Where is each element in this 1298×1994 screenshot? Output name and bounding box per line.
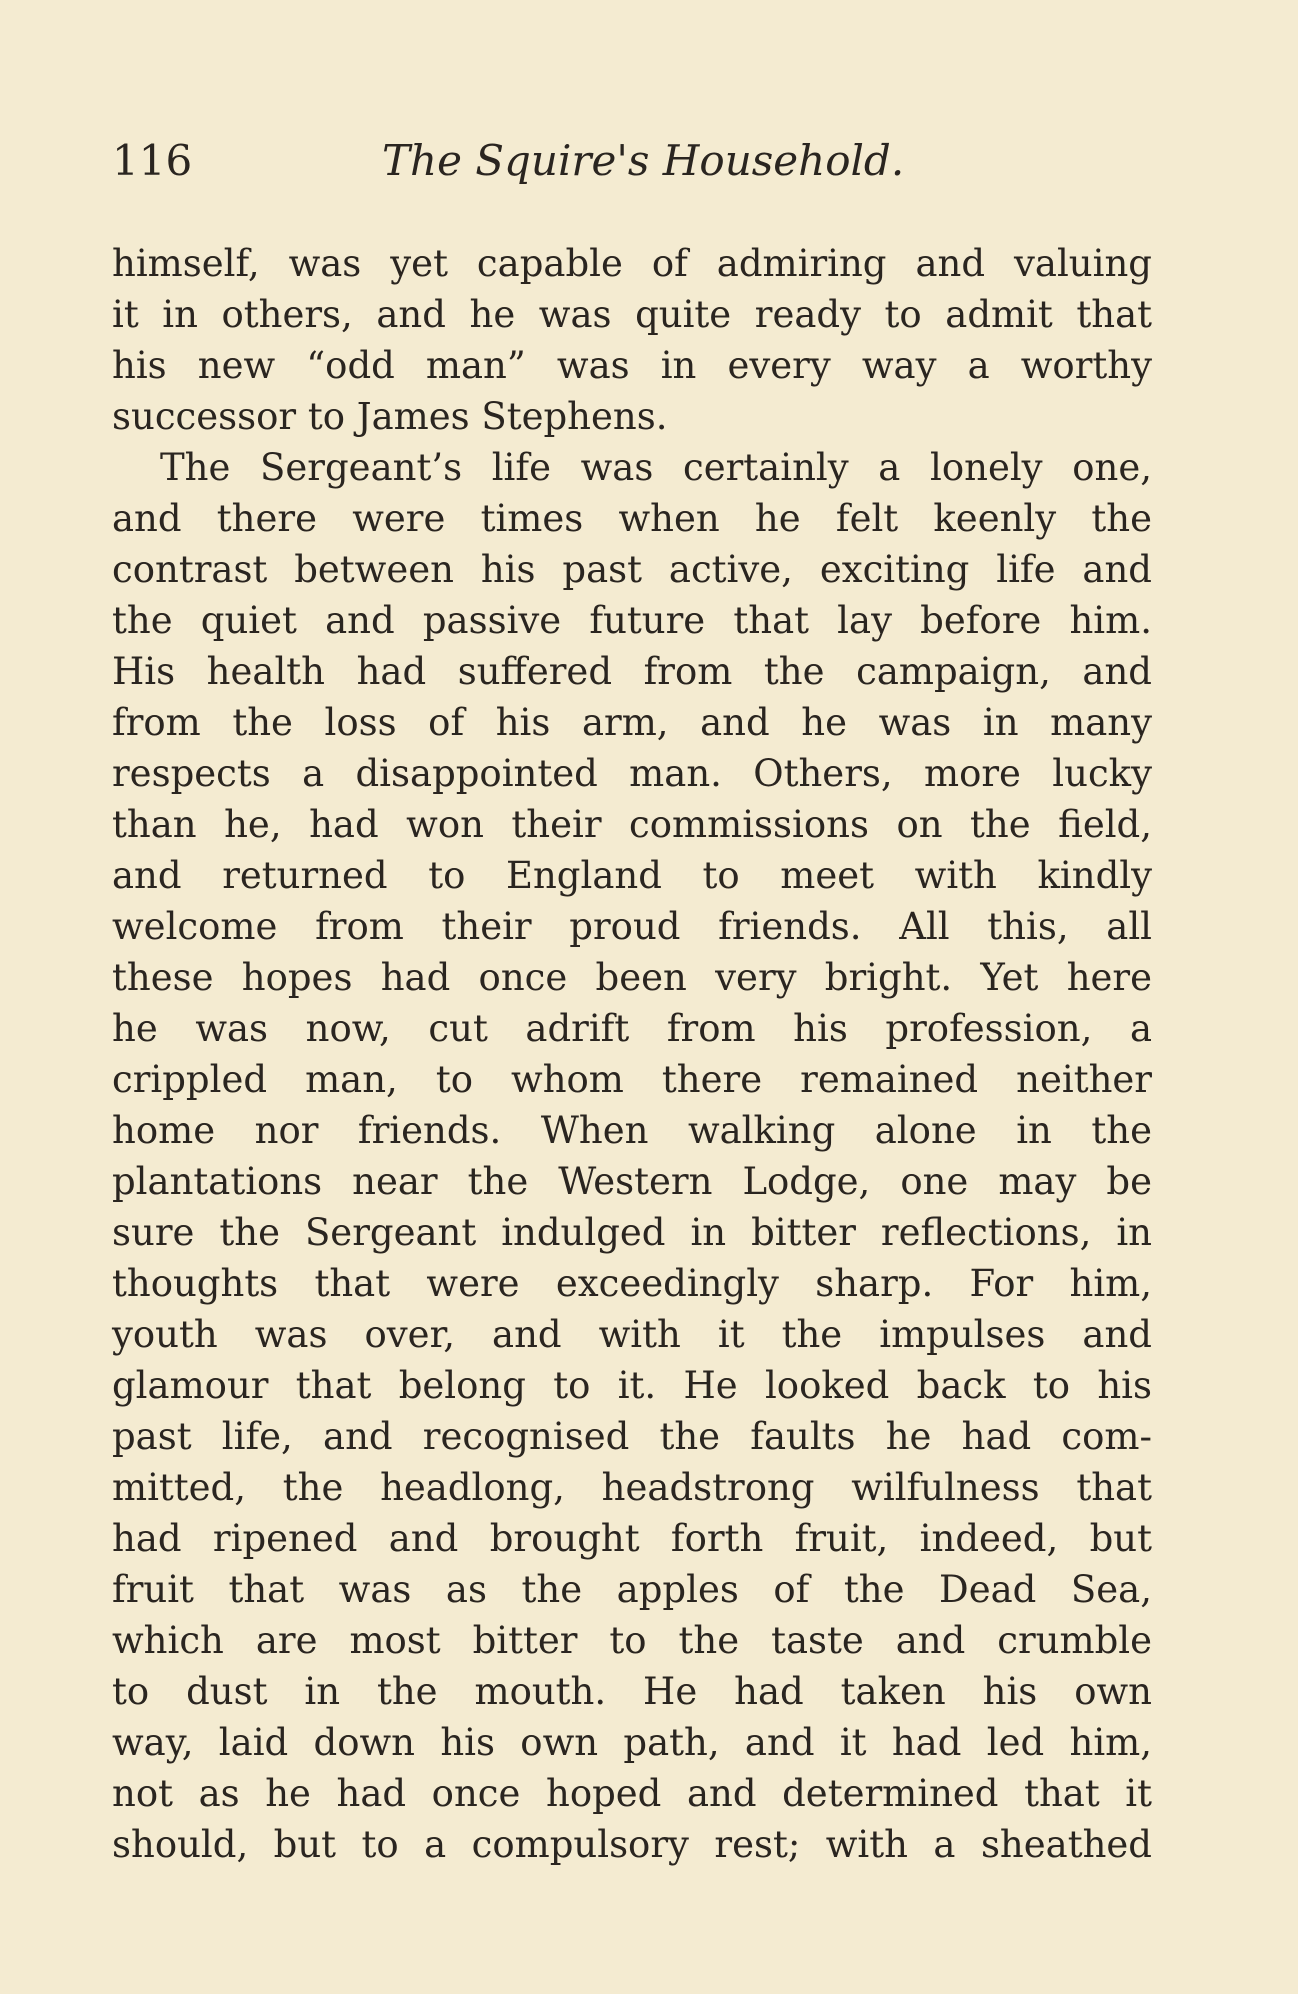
text-line: respects a disappointed man. Others, more lucky [112, 752, 1152, 795]
text-line: these hopes had once been very bright. Yet here [112, 956, 1152, 999]
page-number: 116 [112, 136, 193, 185]
text-line: the quiet and passive future that lay before him. [112, 599, 1152, 642]
text-line: himself, was yet capable of admiring and valuing [112, 242, 1152, 285]
text-line: than he, had won their commissions on the field, [112, 803, 1152, 846]
text-line: fruit that was as the apples of the Dead Sea, [112, 1568, 1152, 1611]
text-line: glamour that belong to it. He looked back to his [112, 1364, 1152, 1407]
text-line: to dust in the mouth. He had taken his own [112, 1670, 1152, 1713]
page-header [112, 136, 1152, 196]
text-line: from the loss of his arm, and he was in many [112, 701, 1152, 744]
text-line: successor to James Stephens. [112, 395, 668, 438]
running-title: The Squire's Household. [382, 136, 905, 185]
text-line: mitted, the headlong, headstrong wilfulness that [112, 1466, 1152, 1509]
text-line: welcome from their proud friends. All this, all [112, 905, 1152, 948]
text-line: not as he had once hoped and determined that it [112, 1772, 1152, 1815]
text-line: should, but to a compulsory rest; with a sheathed [112, 1823, 1152, 1866]
text-line: way, laid down his own path, and it had led him, [112, 1721, 1152, 1764]
text-line: crippled man, to whom there remained neither [112, 1058, 1152, 1101]
text-line: and there were times when he felt keenly the [112, 497, 1152, 540]
text-line: contrast between his past active, exciting life and [112, 548, 1152, 591]
text-line: had ripened and brought forth fruit, indeed, but [112, 1517, 1152, 1560]
paragraph-first-line: The Sergeant’s life was certainly a lonely one, [160, 446, 1152, 489]
text-line: which are most bitter to the taste and crumble [112, 1619, 1152, 1662]
text-line: his new “odd man” was in every way a worthy [112, 344, 1152, 387]
text-line: sure the Sergeant indulged in bitter reflections, in [112, 1211, 1152, 1254]
text-line: youth was over, and with it the impulses and [112, 1313, 1152, 1356]
text-line: home nor friends. When walking alone in the [112, 1109, 1152, 1152]
text-line: and returned to England to meet with kindly [112, 854, 1152, 897]
text-line: past life, and recognised the faults he had com- [112, 1415, 1152, 1458]
text-line: thoughts that were exceedingly sharp. For him, [112, 1262, 1152, 1305]
text-line: His health had suffered from the campaign, and [112, 650, 1152, 693]
body-text [112, 238, 1152, 1870]
text-line: plantations near the Western Lodge, one may be [112, 1160, 1152, 1203]
text-line: it in others, and he was quite ready to admit that [112, 293, 1152, 336]
text-line: he was now, cut adrift from his profession, a [112, 1007, 1152, 1050]
